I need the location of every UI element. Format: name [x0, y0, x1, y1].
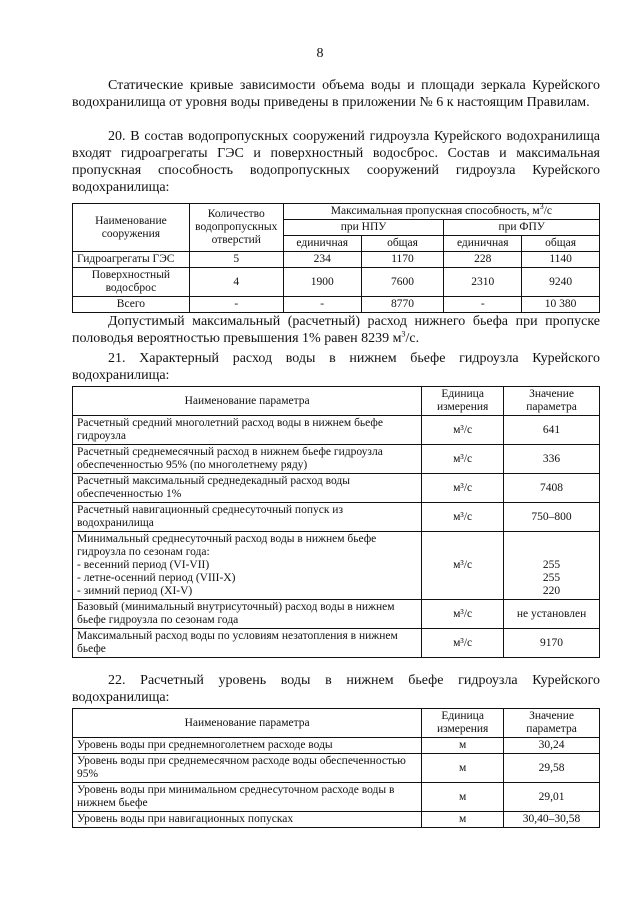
- cell-npu-total: 7600: [361, 268, 444, 297]
- cell-fpu-single: 228: [444, 252, 522, 268]
- season-label: - весенний период (VI-VII): [77, 559, 210, 571]
- cell-npu-single: 234: [283, 252, 361, 268]
- season-label: - зимний период (XI-V): [77, 585, 193, 597]
- cell-fpu-total: 10 380: [522, 297, 600, 313]
- table-water-level: [72, 708, 600, 828]
- table-row: [73, 532, 600, 600]
- col-header-max-capacity: Максимальная пропускная способность, $м^3/с$: [283, 204, 599, 220]
- table-row: [73, 754, 600, 783]
- cell-param: [73, 532, 422, 600]
- cell-param: Расчетный максимальный среднедекадный расход воды обеспеченностью 1%: [73, 474, 422, 503]
- section-22-paragraph: 22. Расчетный уровень воды в нижнем бьефе гидроузла Курейского водохранилища:: [72, 673, 600, 705]
- cell-fpu-single: 2310: [444, 268, 522, 297]
- cell-unit: м³/с: [422, 600, 504, 629]
- cell-param: Расчетный средний многолетний расход воды в нижнем бьефе гидроузла: [73, 416, 422, 445]
- flood-paragraph: Допустимый максимальный (расчетный) расход нижнего бьефа при пропуске половодья вероятностью превышения 1% равен 8239 $м^3/с$.: [72, 314, 600, 346]
- cell-unit: м³/с: [422, 532, 504, 600]
- cell-value: не установлен: [504, 600, 600, 629]
- cell-unit: м³/с: [422, 416, 504, 445]
- table-row: [73, 629, 600, 658]
- col-header-fpu-total: общая: [522, 236, 600, 252]
- cell-value: 641: [504, 416, 600, 445]
- cell-unit: м: [422, 738, 504, 754]
- table-row: [73, 252, 600, 268]
- table-row: [73, 474, 600, 503]
- season-value: 220: [542, 585, 561, 597]
- cell-value: 29,58: [504, 754, 600, 783]
- cell-param: Расчетный среднемесячный расход в нижнем бьефе гидроузла обеспеченностью 95% (по многолетнему ряду): [73, 445, 422, 474]
- cell-npu-total: 8770: [361, 297, 444, 313]
- cell-value: 30,24: [504, 738, 600, 754]
- cell-unit: м³/с: [422, 445, 504, 474]
- table-discharge: [72, 386, 600, 658]
- cell-param: Расчетный навигационный среднесуточный попуск из водохранилища: [73, 503, 422, 532]
- cell-value: 9170: [504, 629, 600, 658]
- col-header-unit: Единица измерения: [422, 709, 504, 738]
- table-row: [73, 812, 600, 828]
- col-header-fpu: при ФПУ: [444, 220, 600, 236]
- cell-unit: м³/с: [422, 629, 504, 658]
- cell-value: 750–800: [504, 503, 600, 532]
- cell-param: Уровень воды при среднемноголетнем расходе воды: [73, 738, 422, 754]
- cell-name: Гидроагрегаты ГЭС: [73, 252, 190, 268]
- col-header-value: Значение параметра: [504, 709, 600, 738]
- table-row: [73, 738, 600, 754]
- cell-param: Уровень воды при минимальном среднесуточном расходе воды в нижнем бьефе: [73, 783, 422, 812]
- cell-fpu-single: -: [444, 297, 522, 313]
- table-capacity: [72, 203, 600, 313]
- cell-npu-single: -: [283, 297, 361, 313]
- col-header-npu-single: единичная: [283, 236, 361, 252]
- cell-value: 336: [504, 445, 600, 474]
- table-row: [73, 268, 600, 297]
- cell-count: -: [189, 297, 283, 313]
- col-header-unit: Единица измерения: [422, 387, 504, 416]
- cell-count: 5: [189, 252, 283, 268]
- cell-name: Всего: [73, 297, 190, 313]
- cell-value: [504, 532, 600, 600]
- col-header-param: Наименование параметра: [73, 387, 422, 416]
- cell-param: Максимальный расход воды по условиям незатопления в нижнем бьефе: [73, 629, 422, 658]
- cell-count: 4: [189, 268, 283, 297]
- table-row: [73, 600, 600, 629]
- cell-name: Поверхностный водосброс: [73, 268, 190, 297]
- col-header-name: Наименование сооружения: [73, 204, 190, 252]
- col-header-count: Количество водопропускных отверстий: [189, 204, 283, 252]
- cell-unit: м³/с: [422, 474, 504, 503]
- cell-fpu-total: 1140: [522, 252, 600, 268]
- cell-value: 29,01: [504, 783, 600, 812]
- col-header-value: Значение параметра: [504, 387, 600, 416]
- cell-npu-total: 1170: [361, 252, 444, 268]
- col-header-npu-total: общая: [361, 236, 444, 252]
- section-20-paragraph: 20. В состав водопропускных сооружений гидроузла Курейского водохранилища входят гидроагрегаты ГЭС и поверхностный водосброс. Состав и максимальная пропускная способность водопропускных сооружений гидроузла Курейского водохранилища:: [72, 129, 600, 195]
- section-21-paragraph: 21. Характерный расход воды в нижнем бьефе гидроузла Курейского водохранилища:: [72, 351, 600, 383]
- page-number: 8: [316, 46, 324, 61]
- col-header-fpu-single: единичная: [444, 236, 522, 252]
- cell-param: Уровень воды при навигационных попусках: [73, 812, 422, 828]
- table-row: [73, 783, 600, 812]
- table-row: [73, 297, 600, 313]
- cell-unit: м: [422, 754, 504, 783]
- cell-param: Уровень воды при среднемесячном расходе воды обеспеченностью 95%: [73, 754, 422, 783]
- col-header-param: Наименование параметра: [73, 709, 422, 738]
- cell-param: Базовый (минимальный внутрисуточный) расход воды в нижнем бьефе гидроузла по сезонам года: [73, 600, 422, 629]
- table-row: [73, 503, 600, 532]
- col-header-npu: при НПУ: [283, 220, 444, 236]
- cell-unit: м: [422, 783, 504, 812]
- table-row: [73, 416, 600, 445]
- param-heading: Минимальный среднесуточный расход воды в нижнем бьефе гидроузла по сезонам года:: [77, 533, 377, 558]
- cell-value: 7408: [504, 474, 600, 503]
- season-value: 255: [542, 572, 561, 584]
- cell-value: 30,40–30,58: [504, 812, 600, 828]
- cell-unit: м³/с: [422, 503, 504, 532]
- table-row: [73, 445, 600, 474]
- cell-unit: м: [422, 812, 504, 828]
- cell-npu-single: 1900: [283, 268, 361, 297]
- cell-fpu-total: 9240: [522, 268, 600, 297]
- season-label: - летне-осенний период (VIII-X): [77, 572, 236, 584]
- intro-paragraph: Статические кривые зависимости объема воды и площади зеркала Курейского водохранилища от уровня воды приведены в приложении № 6 к настоящим Правилам.: [72, 78, 600, 110]
- season-value: 255: [542, 559, 561, 571]
